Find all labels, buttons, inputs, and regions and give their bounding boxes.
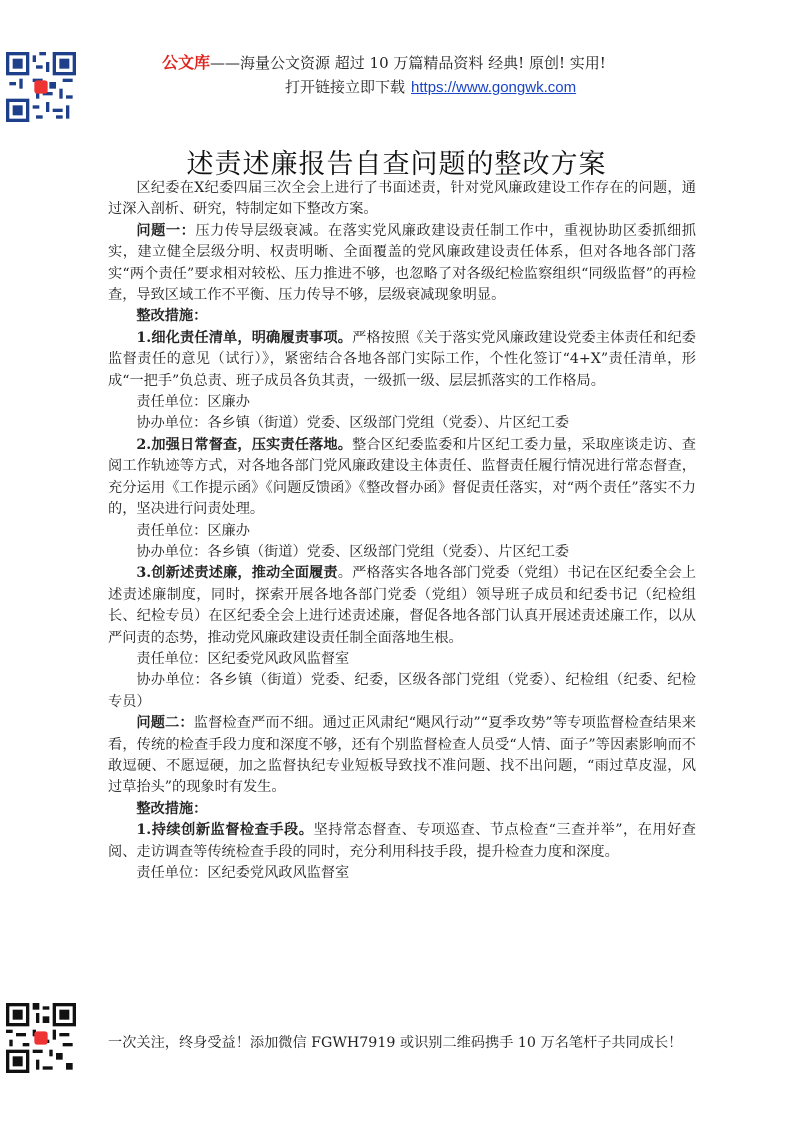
download-line <box>285 76 576 97</box>
assisting-units: 协办单位：各乡镇（街道）党委、纪委，区级各部门党组（党委）、纪检组（纪委、纪检专员） <box>108 672 696 710</box>
measure-paragraph <box>108 435 696 521</box>
measure-text: 。严格落实各地各部门党委（党组）书记在区纪委全会上述责述廉制度，同时，探索开展各地各部门党委（党组）领导班子成员和纪委书记（纪检组长、纪检专员）在区纪委全会上进行述责述廉，督促各地各部门认真开展述责述廉工作，以从严问责的态势，推动党风廉政建设责任制全面落地生根。 <box>108 565 696 646</box>
problem-one-label: 问题一： <box>136 222 196 239</box>
assisting-units: 协办单位：各乡镇（街道）党委、区级部门党组（党委）、片区纪工委 <box>136 543 570 560</box>
responsible-unit: 责任单位：区廉办 <box>136 522 250 539</box>
qr-code-icon <box>6 52 76 122</box>
problem-two-label: 问题二： <box>136 715 194 732</box>
problem-one-paragraph <box>108 221 696 307</box>
qr-code-icon <box>6 1003 76 1073</box>
responsible-unit: 责任单位：区廉办 <box>136 394 250 411</box>
website-link[interactable]: https://www.gongwk.com <box>411 79 577 96</box>
measures-heading: 整改措施： <box>136 800 208 817</box>
measure-title: 1.持续创新监督检查手段。 <box>136 822 314 839</box>
measures-heading: 整改措施： <box>136 308 208 325</box>
measure-text: 坚持常态督查、专项巡查、节点检查“三查并举”，在用好查阅、走访调查等传统检查手段的同时，充分利用科技手段，提升检查力度和深度。 <box>108 822 696 860</box>
assisting-units: 协办单位：各乡镇（街道）党委、区级部门党组（党委）、片区纪工委 <box>136 415 570 432</box>
measure-paragraph <box>108 820 696 863</box>
document-title: 述责述廉报告自查问题的整改方案 <box>186 149 607 180</box>
slogan: ——海量公文资源 超过 10 万篇精品资料 经典! 原创! 实用! <box>210 54 606 72</box>
problem-two-paragraph <box>108 713 696 799</box>
measure-text: 整合区纪委监委和片区纪工委力量，采取座谈走访、查阅工作轨迹等方式，对各地各部门党风廉政建设主体责任、监督责任履行情况进行常态督查，充分运用《工作提示函》《问题反馈函》《整改督办函》督促责任落实，对“两个责任”落实不力的，坚决进行问责处理。 <box>108 436 696 518</box>
measure-paragraph <box>108 328 696 392</box>
measure-title: 2.加强日常督查，压实责任落地。 <box>136 436 353 453</box>
measure-paragraph <box>108 563 696 649</box>
problem-two-text: 监督检查严而不细。通过正风肃纪“飓风行动”“夏季攻势”等专项监督检查结果来看，传统的检查手段力度和深度不够，还有个别监督检查人员受“人情、面子”等因素影响而不敢逗硬、不愿逗硬，加之监督执纪专业短板导致找不准问题、找不出问题，“雨过草皮湿，风过草抬头”的现象时有发生。 <box>108 715 696 796</box>
measure-title: 3.创新述责述廉，推动全面履责 <box>136 565 338 582</box>
measure-text: 严格按照《关于落实党风廉政建设党委主体责任和纪委监督责任的意见（试行）》，紧密结合各地各部门实际工作，个性化签订“4+X”责任清单，形成“一把手”负总责、班子成员各负其责，一级抓一级、层层抓落实的工作格局。 <box>108 329 696 389</box>
problem-one-text: 压力传导层级衰减。在落实党风廉政建设责任制工作中，重视协助区委抓细抓实，建立健全层级分明、权责明晰、全面覆盖的党风廉政建设责任体系，但对各地各部门落实“两个责任”要求相对较松、压力推进不够，也忽略了对各级纪检监察组织“同级监督”的再检查，导致区域工作不平衡、压力传导不够，层级衰减现象明显。 <box>108 222 696 304</box>
download-text: 打开链接立即下载 <box>285 78 406 96</box>
responsible-unit: 责任单位：区纪委党风政风监督室 <box>136 865 350 881</box>
brand-name: 公文库 <box>162 53 211 72</box>
measure-title: 1.细化责任清单，明确履责事项。 <box>136 329 353 346</box>
document-body <box>108 178 696 884</box>
footer-promo: 一次关注，终身受益！添加微信 FGWH7919 或识别二维码携手 10 万名笔杆子共同成长！ <box>108 1035 683 1051</box>
header-banner <box>162 50 606 73</box>
intro-paragraph: 区纪委在X纪委四届三次全会上进行了书面述责，针对党风廉政建设工作存在的问题，通过深入剖析、研究，特制定如下整改方案。 <box>108 180 696 218</box>
responsible-unit: 责任单位：区纪委党风政风监督室 <box>136 650 350 667</box>
